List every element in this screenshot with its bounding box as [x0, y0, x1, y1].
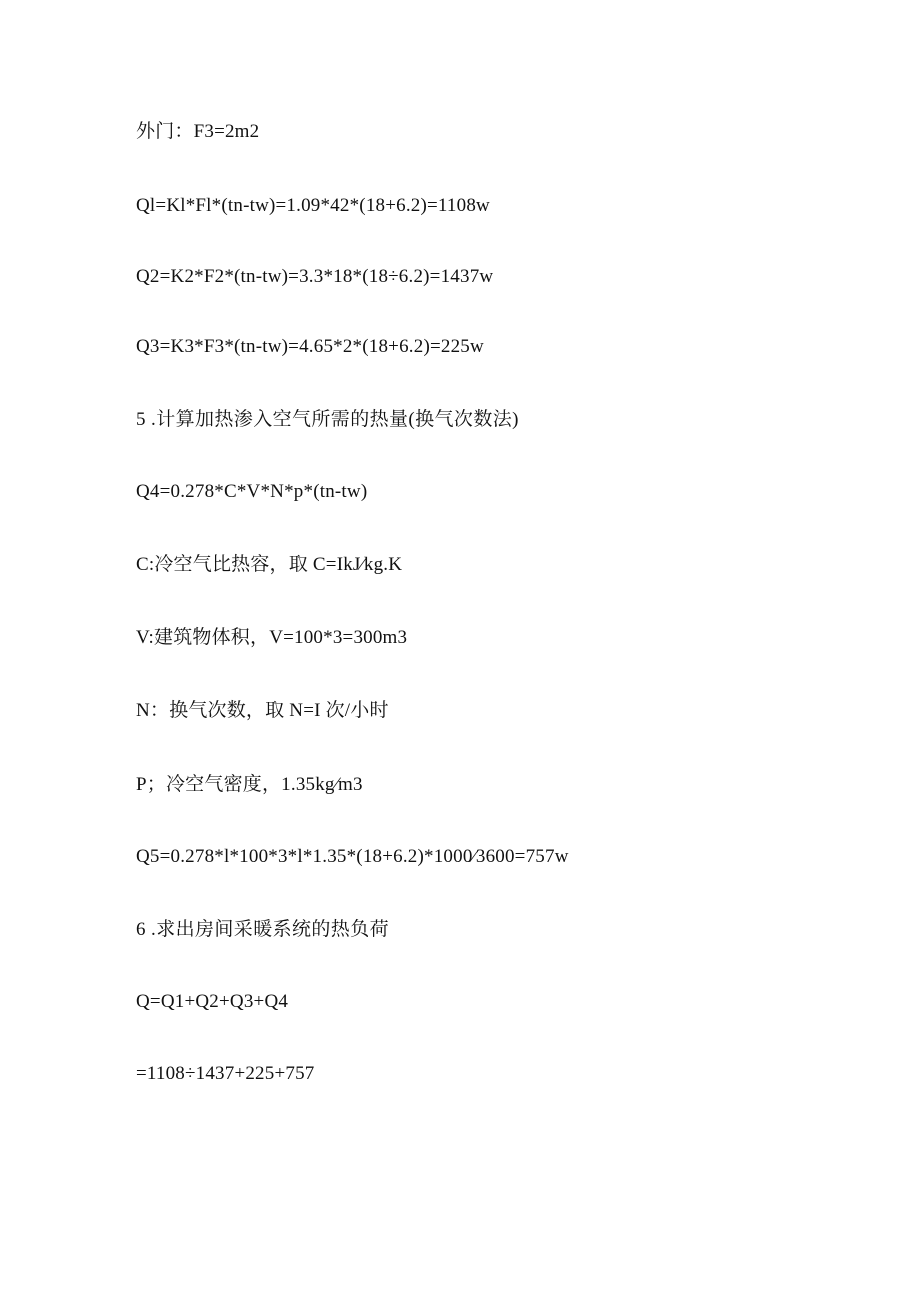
- formula-q1: Ql=Kl*Fl*(tn-tw)=1.09*42*(18+6.2)=1108w: [136, 195, 490, 216]
- formula-q3: Q3=K3*F3*(tn-tw)=4.65*2*(18+6.2)=225w: [136, 336, 484, 357]
- section-6-heading: 6 .求出房间采暖系统的热负荷: [136, 919, 390, 940]
- exterior-door-area: 外门：F3=2m2: [136, 121, 260, 142]
- formula-q-total: Q=Q1+Q2+Q3+Q4: [136, 991, 289, 1012]
- section-5-heading: 5 .计算加热渗入空气所需的热量(换气次数法): [136, 409, 519, 430]
- definition-c: C:冷空气比热容，取 C=IkJ∕kg.K: [136, 554, 403, 575]
- formula-q-sum: =1108÷1437+225+757: [136, 1063, 315, 1084]
- definition-n: N：换气次数，取 N=I 次/小时: [136, 700, 389, 721]
- definition-p: P；冷空气密度，1.35kg∕m3: [136, 774, 363, 795]
- formula-q2: Q2=K2*F2*(tn-tw)=3.3*18*(18÷6.2)=1437w: [136, 266, 494, 287]
- formula-q4: Q4=0.278*C*V*N*p*(tn-tw): [136, 481, 368, 502]
- definition-v: V:建筑物体积，V=100*3=300m3: [136, 627, 408, 648]
- formula-q5: Q5=0.278*l*100*3*l*1.35*(18+6.2)*1000∕3600=757w: [136, 846, 569, 867]
